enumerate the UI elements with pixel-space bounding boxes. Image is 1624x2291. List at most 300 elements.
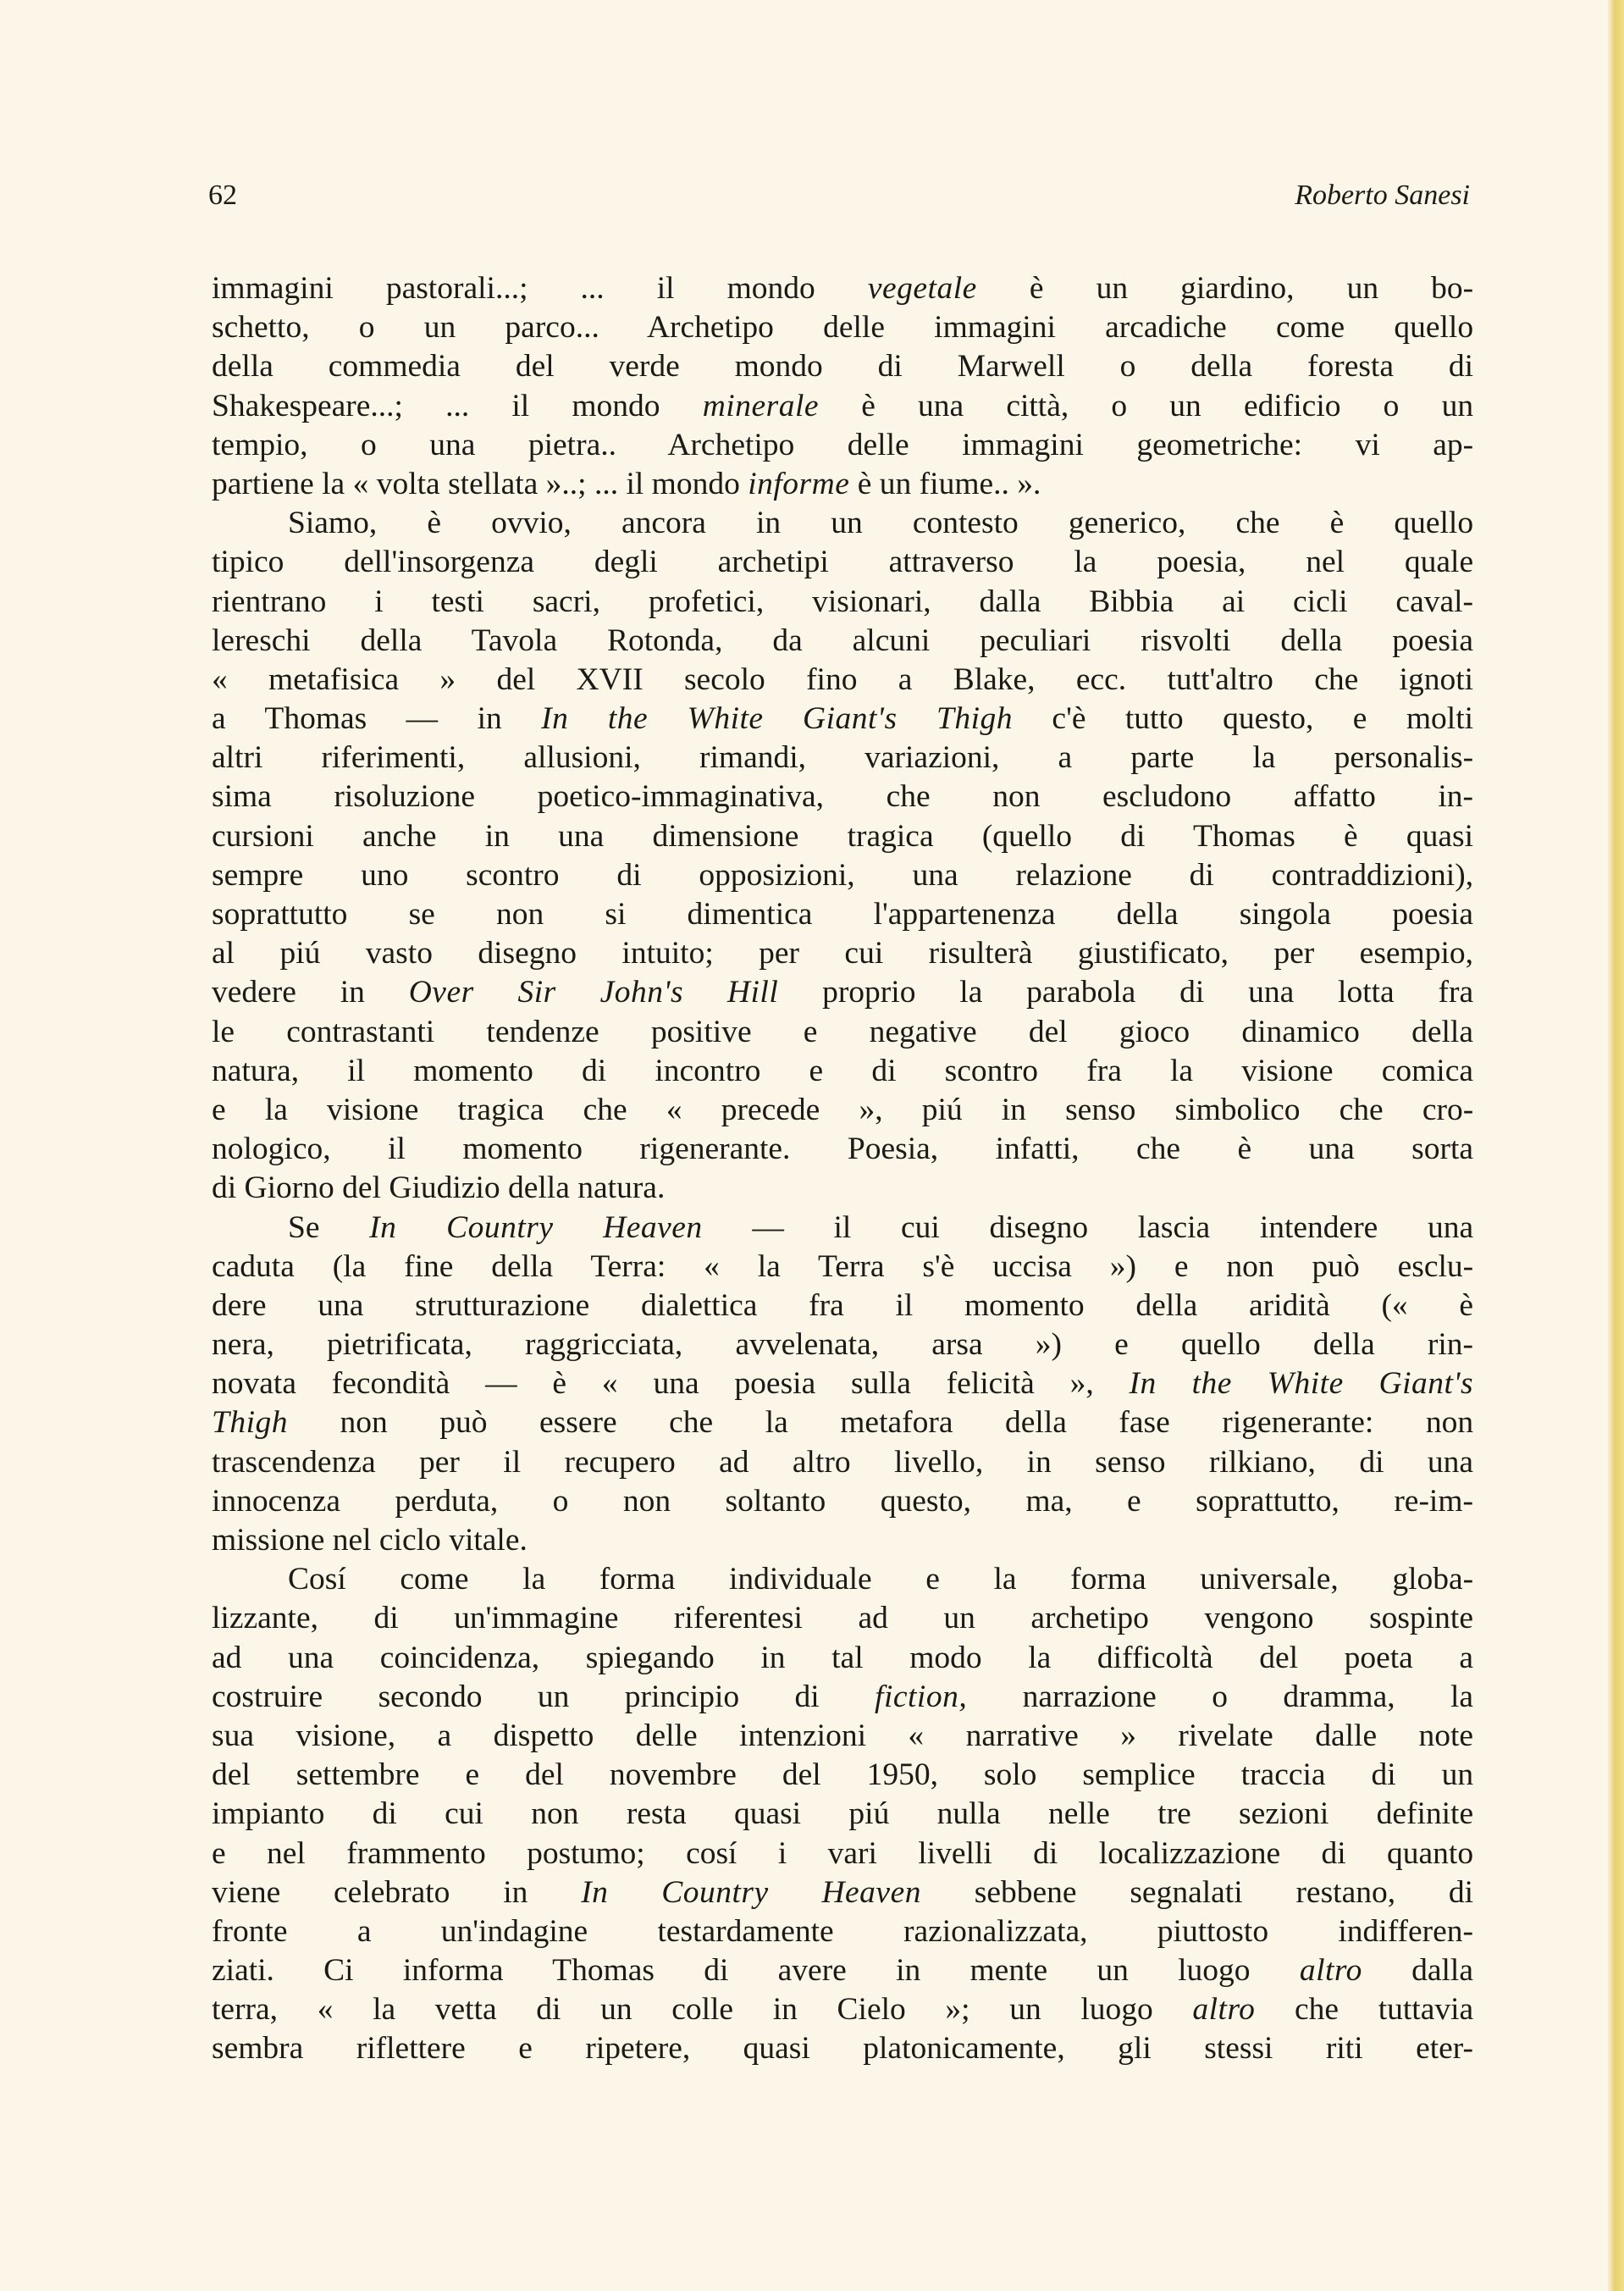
text-segment: proprio bbox=[822, 975, 916, 1010]
text-segment: Ci bbox=[323, 1953, 354, 1989]
text-segment: a bbox=[356, 1913, 372, 1949]
text-segment: di bbox=[373, 1601, 399, 1636]
italic-title: altro bbox=[1192, 1992, 1256, 2028]
italic-title: Thigh bbox=[212, 1405, 289, 1441]
text-segment: come bbox=[1275, 310, 1345, 346]
text-segment: poesia bbox=[734, 1366, 816, 1402]
text-segment: testi bbox=[431, 584, 484, 619]
text-segment: per bbox=[759, 936, 800, 971]
text-segment: avere bbox=[777, 1953, 847, 1989]
italic-title: informe bbox=[748, 466, 850, 501]
text-segment: — bbox=[752, 1209, 784, 1245]
text-segment: platonicamente, bbox=[863, 2031, 1065, 2067]
italic-title: Hill bbox=[726, 975, 779, 1010]
text-segment: un bbox=[1169, 388, 1201, 423]
text-segment: città, bbox=[1006, 388, 1069, 423]
running-head-author: Roberto Sanesi bbox=[1295, 180, 1470, 211]
text-segment: raggricciata, bbox=[524, 1327, 683, 1363]
italic-title: altro bbox=[1299, 1953, 1362, 1989]
text-segment: allusioni, bbox=[523, 740, 641, 776]
text-segment: poetico-immaginativa, bbox=[537, 779, 825, 815]
text-segment: si bbox=[605, 897, 627, 932]
text-line bbox=[212, 1052, 1473, 1091]
text-segment: Poesia, bbox=[847, 1132, 939, 1167]
text-segment: forma bbox=[1070, 1562, 1146, 1597]
text-segment: mondo bbox=[734, 349, 823, 385]
text-segment: restano, bbox=[1295, 1874, 1396, 1910]
text-segment: non bbox=[992, 779, 1041, 815]
text-segment: il bbox=[503, 1444, 522, 1480]
text-segment: incontro bbox=[655, 1053, 761, 1088]
text-segment: « bbox=[601, 1366, 618, 1402]
text-segment: e bbox=[1114, 1327, 1129, 1363]
text-segment: e bbox=[925, 1562, 940, 1597]
text-segment: traccia bbox=[1240, 1757, 1326, 1793]
text-segment: in bbox=[1001, 1092, 1026, 1127]
text-segment: del bbox=[782, 1757, 821, 1793]
text-segment: principio bbox=[624, 1679, 740, 1714]
text-segment: cui bbox=[844, 936, 884, 971]
text-line bbox=[212, 1717, 1473, 1756]
text-segment: ad bbox=[212, 1640, 242, 1675]
text-segment: Giorno bbox=[244, 1170, 334, 1206]
text-segment: di bbox=[1448, 1874, 1474, 1910]
text-segment: è bbox=[1237, 1132, 1252, 1167]
text-segment: la bbox=[264, 1092, 288, 1127]
text-segment: intendere bbox=[1259, 1209, 1378, 1245]
text-segment: terra, bbox=[212, 1992, 279, 2028]
text-segment: commedia bbox=[328, 349, 461, 385]
italic-title: Heaven bbox=[603, 1209, 703, 1245]
text-segment: bo- bbox=[1431, 271, 1474, 306]
italic-title: Thigh bbox=[936, 701, 1013, 737]
text-line bbox=[212, 1013, 1473, 1052]
text-segment: dell'insorgenza bbox=[344, 545, 534, 580]
text-segment: ad bbox=[858, 1601, 888, 1636]
text-segment: il bbox=[656, 271, 675, 306]
text-segment: come bbox=[400, 1562, 469, 1597]
text-segment: stessi bbox=[1204, 2031, 1273, 2067]
text-segment: opposizioni, bbox=[699, 857, 855, 893]
text-segment: del bbox=[515, 349, 555, 385]
text-segment: s'è bbox=[922, 1248, 955, 1284]
italic-title: In bbox=[541, 701, 569, 737]
text-segment: geometriche: bbox=[1136, 427, 1303, 462]
text-line bbox=[212, 1678, 1473, 1717]
text-segment: contrastanti bbox=[286, 1014, 435, 1049]
text-segment: momento bbox=[462, 1132, 583, 1167]
text-segment: definite bbox=[1376, 1796, 1474, 1832]
text-segment: soprattutto bbox=[212, 897, 348, 932]
text-line bbox=[212, 973, 1473, 1012]
text-segment: una bbox=[429, 427, 476, 462]
text-segment: universale, bbox=[1200, 1562, 1339, 1597]
text-segment: mondo bbox=[651, 466, 740, 501]
text-segment: un'immagine bbox=[454, 1601, 619, 1636]
text-line bbox=[212, 1873, 1473, 1912]
text-segment: il bbox=[511, 388, 530, 423]
text-segment: e bbox=[212, 1835, 226, 1871]
text-segment: o bbox=[1111, 388, 1128, 423]
text-segment: sezioni bbox=[1239, 1796, 1329, 1832]
text-segment: sima bbox=[212, 779, 272, 815]
text-segment: rigenerante: bbox=[1222, 1405, 1374, 1441]
text-segment: non bbox=[495, 897, 544, 932]
text-segment: scontro bbox=[466, 857, 560, 893]
text-segment: ripetere, bbox=[585, 2031, 691, 2067]
text-segment: Tavola bbox=[471, 623, 558, 658]
text-segment: secolo bbox=[683, 661, 765, 697]
text-segment: livelli bbox=[918, 1835, 992, 1871]
text-segment: comica bbox=[1381, 1053, 1473, 1088]
text-segment: arsa bbox=[931, 1327, 983, 1363]
italic-title: In bbox=[1129, 1366, 1157, 1402]
text-segment: in bbox=[772, 1992, 798, 2028]
text-segment: « bbox=[666, 1092, 682, 1127]
text-segment: della bbox=[1280, 623, 1343, 658]
text-segment: della bbox=[212, 349, 273, 385]
text-segment: da bbox=[772, 623, 803, 658]
text-segment: « bbox=[212, 661, 228, 697]
text-segment: 1950, bbox=[866, 1757, 938, 1793]
text-segment: precede bbox=[721, 1092, 820, 1127]
text-segment: ziati. bbox=[212, 1953, 274, 1989]
text-segment: Thomas bbox=[1192, 818, 1295, 854]
text-segment: visione bbox=[1241, 1053, 1334, 1088]
text-segment: o bbox=[361, 427, 377, 462]
text-segment: di bbox=[1359, 1444, 1384, 1480]
text-segment: lotta bbox=[1338, 975, 1395, 1010]
text-segment: riti bbox=[1325, 2031, 1363, 2067]
text-segment: ») bbox=[1035, 1327, 1063, 1363]
text-segment: pietrificata, bbox=[327, 1327, 472, 1363]
italic-title: the bbox=[607, 701, 649, 737]
text-segment: escludono bbox=[1102, 779, 1232, 815]
text-segment: Archetipo bbox=[646, 310, 774, 346]
italic-title: Over bbox=[408, 975, 474, 1010]
text-segment: riflettere bbox=[356, 2031, 466, 2067]
text-segment: alcuni bbox=[852, 623, 931, 658]
text-segment: dalla bbox=[1411, 1953, 1473, 1989]
text-segment: quello bbox=[1394, 506, 1474, 541]
text-segment: scontro bbox=[944, 1053, 1039, 1088]
text-segment: poesia bbox=[1392, 623, 1473, 658]
text-segment: rivelate bbox=[1178, 1718, 1273, 1753]
text-segment: che bbox=[1339, 1092, 1384, 1127]
text-line bbox=[212, 543, 1473, 582]
text-segment: quasi bbox=[1406, 818, 1474, 854]
text-segment: è bbox=[1344, 818, 1358, 854]
text-segment: archetipi bbox=[717, 545, 829, 580]
text-segment: la bbox=[373, 1992, 396, 2028]
text-segment: sembra bbox=[212, 2031, 304, 2067]
text-segment: infatti, bbox=[995, 1132, 1080, 1167]
text-segment: riferentesi bbox=[673, 1601, 803, 1636]
text-segment: ciclo bbox=[378, 1523, 441, 1558]
text-segment: schetto, bbox=[212, 310, 310, 346]
text-segment: avvelenata, bbox=[735, 1327, 880, 1363]
text-segment: che bbox=[583, 1092, 627, 1127]
text-segment: una bbox=[558, 818, 605, 854]
text-segment: il bbox=[388, 1132, 406, 1167]
text-segment: fra bbox=[809, 1287, 844, 1323]
text-segment: solo bbox=[983, 1757, 1037, 1793]
text-line bbox=[212, 426, 1473, 465]
text-segment: variazioni, bbox=[864, 740, 1000, 776]
text-segment: della bbox=[1135, 1287, 1198, 1323]
text-segment: sulla bbox=[851, 1366, 911, 1402]
text-segment: Giudizio bbox=[389, 1170, 500, 1206]
text-segment: vitale. bbox=[449, 1523, 528, 1558]
text-segment: mondo bbox=[726, 271, 815, 306]
text-line bbox=[212, 387, 1473, 426]
text-segment: di bbox=[536, 1992, 561, 2028]
text-segment: la bbox=[765, 1405, 788, 1441]
text-segment: vengono bbox=[1204, 1601, 1314, 1636]
text-segment: poeta bbox=[1344, 1640, 1413, 1675]
text-segment: ai bbox=[1222, 584, 1246, 619]
text-line bbox=[212, 817, 1473, 856]
text-segment: l'appartenenza bbox=[873, 897, 1056, 932]
text-segment: ») bbox=[1109, 1248, 1137, 1284]
text-segment: re-im- bbox=[1394, 1483, 1474, 1519]
text-segment: parco... bbox=[505, 310, 599, 346]
text-segment: un bbox=[1441, 388, 1474, 423]
text-segment: o bbox=[1119, 349, 1136, 385]
text-segment: pastorali...; bbox=[385, 271, 528, 306]
text-line bbox=[212, 1482, 1473, 1521]
text-segment: » bbox=[439, 661, 456, 697]
text-segment: peculiari bbox=[980, 623, 1091, 658]
text-segment: è bbox=[427, 506, 441, 541]
text-segment: del bbox=[212, 1757, 251, 1793]
text-segment: di bbox=[1179, 975, 1205, 1010]
text-segment: (la bbox=[332, 1248, 367, 1284]
text-segment: e bbox=[212, 1092, 226, 1127]
text-line bbox=[212, 308, 1473, 347]
text-segment: sorta bbox=[1411, 1132, 1474, 1167]
text-segment: o bbox=[358, 310, 375, 346]
text-segment: fiume.. bbox=[919, 466, 1009, 501]
text-segment: ». bbox=[1017, 466, 1041, 501]
text-segment: ovvio, bbox=[491, 506, 572, 541]
text-segment: o bbox=[552, 1483, 569, 1519]
text-segment: ... bbox=[594, 466, 619, 501]
text-segment: è bbox=[857, 466, 872, 501]
text-segment: dialettica bbox=[640, 1287, 758, 1323]
text-segment: della bbox=[1005, 1405, 1067, 1441]
text-segment: è bbox=[1329, 506, 1345, 541]
text-segment: il bbox=[833, 1209, 852, 1245]
text-segment: dere bbox=[212, 1287, 267, 1323]
text-segment: « bbox=[352, 466, 369, 501]
text-segment: visione bbox=[327, 1092, 419, 1127]
text-segment: in bbox=[484, 818, 510, 854]
text-segment: risulterà bbox=[928, 936, 1033, 971]
text-segment: piuttosto bbox=[1157, 1913, 1269, 1949]
text-segment: Bibbia bbox=[1089, 584, 1174, 619]
text-segment: il bbox=[347, 1053, 366, 1088]
text-segment: e bbox=[803, 1014, 818, 1049]
text-segment: riferimenti, bbox=[321, 740, 466, 776]
text-segment: a bbox=[1058, 740, 1073, 776]
text-line bbox=[212, 347, 1473, 386]
text-segment: che bbox=[886, 779, 931, 815]
text-segment: sacri, bbox=[532, 584, 600, 619]
text-segment: soltanto bbox=[725, 1483, 826, 1519]
text-segment: è bbox=[861, 388, 876, 423]
text-segment: a bbox=[437, 1718, 452, 1753]
text-segment: coincidenza, bbox=[379, 1640, 540, 1675]
text-segment: settembre bbox=[296, 1757, 420, 1793]
text-segment: la bbox=[959, 975, 983, 1010]
text-segment: di bbox=[1189, 857, 1214, 893]
text-segment: dimentica bbox=[687, 897, 813, 932]
text-line bbox=[212, 622, 1473, 661]
text-segment: un bbox=[1009, 1992, 1041, 2028]
text-segment: perduta, bbox=[395, 1483, 499, 1519]
text-segment: una bbox=[1308, 1132, 1355, 1167]
text-segment: lizzante, bbox=[212, 1601, 318, 1636]
text-line bbox=[212, 269, 1473, 308]
text-segment: note bbox=[1418, 1718, 1474, 1753]
text-segment: in bbox=[503, 1874, 528, 1910]
text-segment: quanto bbox=[1387, 1835, 1474, 1871]
text-segment: tutto bbox=[1124, 701, 1184, 737]
text-line bbox=[212, 465, 1473, 504]
text-segment: costruire bbox=[212, 1679, 323, 1714]
text-segment: una bbox=[1427, 1444, 1474, 1480]
text-segment: — bbox=[406, 701, 439, 737]
text-segment: o bbox=[1212, 1679, 1228, 1714]
text-segment: colle bbox=[671, 1992, 734, 2028]
text-segment: cui bbox=[445, 1796, 483, 1832]
text-segment: nera, bbox=[212, 1327, 274, 1363]
text-segment: questo, bbox=[1223, 701, 1314, 737]
text-segment: al bbox=[212, 936, 235, 971]
text-segment: di bbox=[1321, 1835, 1346, 1871]
text-segment: una bbox=[1248, 975, 1295, 1010]
text-segment: vetta bbox=[434, 1992, 497, 2028]
italic-title: vegetale bbox=[867, 271, 977, 306]
text-segment: caval- bbox=[1395, 584, 1474, 619]
text-segment: Thomas bbox=[552, 1953, 655, 1989]
text-segment: tempio, bbox=[212, 427, 308, 462]
text-segment: gli bbox=[1118, 2031, 1152, 2067]
text-segment: vasto bbox=[365, 936, 433, 971]
text-segment: pietra.. bbox=[528, 427, 616, 462]
text-segment: intuito; bbox=[621, 936, 714, 971]
text-line bbox=[212, 1834, 1473, 1873]
text-segment: di bbox=[704, 1953, 729, 1989]
text-segment: narrative bbox=[965, 1718, 1079, 1753]
text-segment: individuale bbox=[728, 1562, 872, 1597]
text-segment: in bbox=[1026, 1444, 1052, 1480]
text-segment: un bbox=[1441, 1757, 1474, 1793]
text-segment: un bbox=[1096, 271, 1129, 306]
text-line bbox=[212, 1912, 1473, 1951]
text-segment: i bbox=[374, 584, 384, 619]
text-segment: di bbox=[871, 1053, 897, 1088]
text-segment: in bbox=[340, 975, 365, 1010]
text-segment: la bbox=[1450, 1679, 1474, 1714]
text-segment: tal bbox=[831, 1640, 864, 1675]
italic-title: Country bbox=[661, 1874, 769, 1910]
text-segment: di bbox=[1448, 349, 1474, 385]
text-segment: della bbox=[1190, 349, 1253, 385]
text-segment: che bbox=[1235, 506, 1280, 541]
text-segment: essere bbox=[539, 1405, 617, 1441]
text-segment: celebrato bbox=[334, 1874, 450, 1910]
text-segment: frammento bbox=[346, 1835, 486, 1871]
text-segment: Rotonda, bbox=[607, 623, 723, 658]
text-segment: sebbene bbox=[974, 1874, 1077, 1910]
text-segment: quello bbox=[1180, 1327, 1261, 1363]
text-segment: disegno bbox=[989, 1209, 1089, 1245]
text-segment: verde bbox=[609, 349, 680, 385]
text-segment: c'è bbox=[1052, 701, 1086, 737]
text-segment: nel bbox=[1306, 545, 1345, 580]
text-segment: negative bbox=[869, 1014, 977, 1049]
text-segment: immagini bbox=[212, 271, 334, 306]
text-segment: strutturazione bbox=[415, 1287, 590, 1323]
text-segment: del bbox=[496, 661, 536, 697]
text-segment: »..; bbox=[545, 466, 587, 501]
text-line bbox=[212, 1756, 1473, 1795]
italic-title: In bbox=[581, 1874, 609, 1910]
text-segment: Terra bbox=[818, 1248, 885, 1284]
text-segment: di bbox=[877, 349, 903, 385]
text-segment: simbolico bbox=[1174, 1092, 1301, 1127]
text-segment: razionalizzata, bbox=[903, 1913, 1088, 1949]
text-segment: innocenza bbox=[212, 1483, 340, 1519]
text-segment: non bbox=[622, 1483, 671, 1519]
text-segment: luogo bbox=[1080, 1992, 1153, 2028]
text-segment: cicli bbox=[1293, 584, 1348, 619]
text-segment: una bbox=[653, 1366, 699, 1402]
text-segment: nelle bbox=[1047, 1796, 1110, 1832]
text-segment: può bbox=[439, 1405, 488, 1441]
text-segment: archetipo bbox=[1030, 1601, 1149, 1636]
text-segment: del bbox=[1028, 1014, 1068, 1049]
text-segment: metafora bbox=[840, 1405, 953, 1441]
text-segment: vari bbox=[827, 1835, 877, 1871]
text-segment: Cosí bbox=[288, 1562, 346, 1597]
text-line bbox=[212, 504, 1473, 543]
text-segment: rilkiano, bbox=[1208, 1444, 1316, 1480]
text-line bbox=[212, 934, 1473, 973]
text-segment: che bbox=[1314, 661, 1359, 697]
text-segment: immagini bbox=[962, 427, 1084, 462]
page-edge bbox=[1607, 0, 1624, 2291]
text-segment: forma bbox=[599, 1562, 676, 1597]
text-segment: positive bbox=[650, 1014, 752, 1049]
text-segment: visionari, bbox=[812, 584, 931, 619]
text-segment: tuttavia bbox=[1378, 1992, 1474, 2028]
text-segment: — bbox=[485, 1366, 517, 1402]
text-segment: singola bbox=[1239, 897, 1332, 932]
text-segment: della bbox=[360, 623, 423, 658]
text-segment: di bbox=[1120, 818, 1146, 854]
text-line bbox=[212, 1599, 1473, 1638]
text-segment: esclu- bbox=[1397, 1248, 1474, 1284]
italic-title: Giant's bbox=[803, 701, 898, 737]
text-segment: senso bbox=[1065, 1092, 1136, 1127]
text-segment: risvolti bbox=[1141, 623, 1231, 658]
text-segment: Se bbox=[288, 1209, 320, 1245]
text-line bbox=[212, 2029, 1473, 2068]
text-segment: viene bbox=[212, 1874, 281, 1910]
